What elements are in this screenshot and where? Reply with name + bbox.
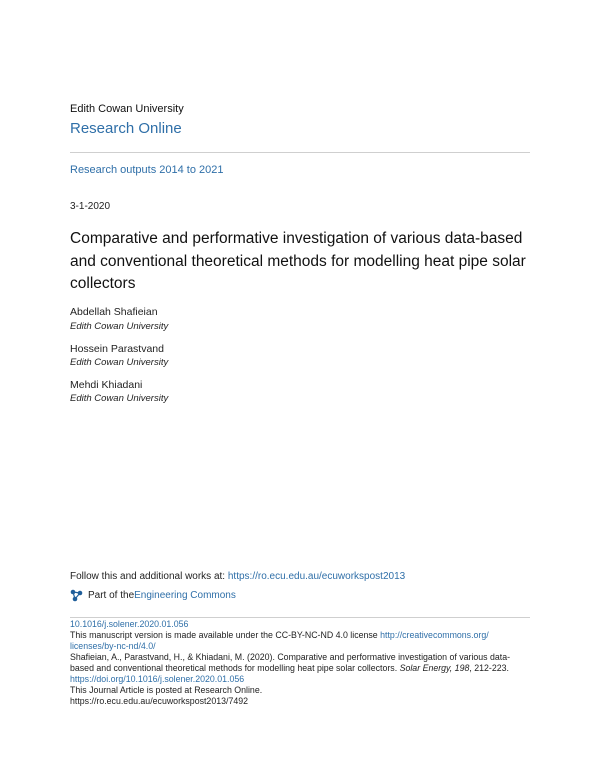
doi-link[interactable]: 10.1016/j.solener.2020.01.056 xyxy=(70,619,189,629)
license-link[interactable]: http://creativecommons.org/ xyxy=(380,630,489,640)
doi-url-link[interactable]: https://doi.org/10.1016/j.solener.2020.01.056 xyxy=(70,674,245,684)
commons-network-icon xyxy=(70,589,83,602)
part-of-prefix: Part of the xyxy=(88,590,135,601)
author-name: Hossein Parastvand xyxy=(70,343,164,355)
institution-name: Edith Cowan University xyxy=(70,103,184,115)
license-line xyxy=(70,630,540,641)
author-affiliation: Edith Cowan University xyxy=(70,357,169,368)
follow-line xyxy=(70,571,405,582)
series-link[interactable]: Research outputs 2014 to 2021 xyxy=(70,164,224,176)
header-divider xyxy=(70,152,530,153)
part-of-line xyxy=(70,589,236,602)
record-url[interactable]: https://ro.ecu.edu.au/ecuworkspost2013/7492 xyxy=(70,696,249,706)
collection-link[interactable]: https://ro.ecu.edu.au/ecuworkspost2013 xyxy=(227,571,406,582)
citation-line-1: Shafieian, A., Parastvand, H., & Khiadani, M. (2020). Comparative and performative investigation of various data- xyxy=(70,652,511,662)
citation-pages: , 212-223. xyxy=(469,663,509,673)
author-affiliation: Edith Cowan University xyxy=(70,393,169,404)
repository-name[interactable]: Research Online xyxy=(70,120,182,137)
engineering-commons-link[interactable]: Engineering Commons xyxy=(134,590,236,601)
journal-name: Solar Energy, 198 xyxy=(399,663,470,673)
citation-text: based and conventional theoretical methods for modelling heat pipe solar collectors. xyxy=(70,663,400,673)
article-title: Comparative and performative investigation of various data-based and conventional theoretical methods for modelling heat pipe solar collectors xyxy=(70,230,526,292)
author-name: Abdellah Shafieian xyxy=(70,306,158,318)
footer-divider xyxy=(70,617,530,618)
author-name: Mehdi Khiadani xyxy=(70,379,143,391)
license-link-cont[interactable]: licenses/by-nc-nd/4.0/ xyxy=(70,641,156,651)
license-text: This manuscript version is made available under the CC-BY-NC-ND 4.0 license xyxy=(70,630,381,640)
posted-note: This Journal Article is posted at Research Online. xyxy=(70,685,263,695)
publication-date: 3-1-2020 xyxy=(70,201,111,212)
follow-text: Follow this and additional works at: xyxy=(70,571,228,582)
citation-line-2 xyxy=(70,663,540,674)
author-affiliation: Edith Cowan University xyxy=(70,321,169,332)
